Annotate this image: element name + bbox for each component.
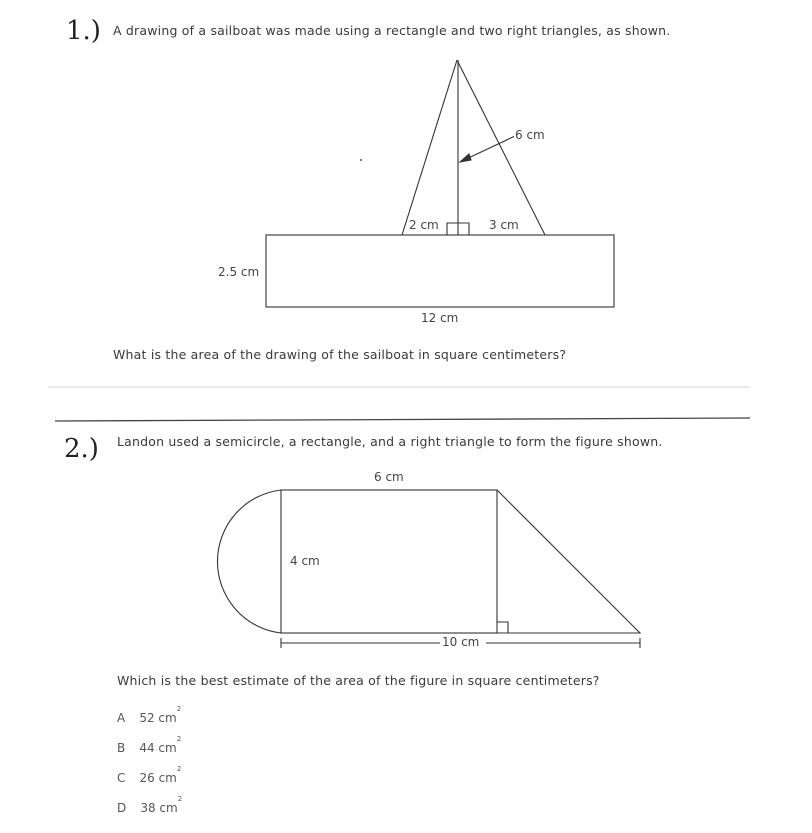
option-letter: C	[117, 771, 126, 785]
composite-figure	[217, 490, 640, 648]
option-value: 38 $cm^2$	[140, 795, 183, 815]
label-rect-height: 2.5 cm	[218, 265, 260, 279]
semicircle	[217, 490, 281, 633]
question2-number: 2.)	[64, 434, 99, 464]
option-letter: D	[117, 801, 127, 815]
right-angle-mark-left	[447, 223, 458, 235]
question2-prompt: Landon used a semicircle, a rectangle, and a right triangle to form the figure shown.	[117, 434, 663, 449]
question1-prompt: A drawing of a sailboat was made using a rectangle and two right triangles, as shown.	[113, 23, 671, 38]
stray-dot	[360, 159, 362, 161]
option-letter: A	[117, 711, 126, 725]
label-slant: 6 cm	[515, 128, 545, 142]
sailboat-figure	[266, 60, 614, 307]
label-top: 6 cm	[374, 470, 404, 484]
option-c[interactable]	[117, 767, 181, 786]
question2-question: Which is the best estimate of the area of the figure in square centimeters?	[117, 673, 600, 688]
option-value: 44 $cm^2$	[139, 735, 182, 755]
right-angle-mark-right	[458, 223, 469, 235]
slant-arrowhead	[460, 154, 471, 162]
label-height: 4 cm	[290, 554, 320, 568]
option-value: 26 $cm^2$	[139, 765, 182, 785]
question1-question: What is the area of the drawing of the sailboat in square centimeters?	[113, 347, 567, 362]
label-rect-width: 12 cm	[421, 311, 459, 325]
option-d[interactable]	[117, 797, 182, 816]
option-b[interactable]	[117, 737, 181, 756]
option-a[interactable]	[117, 707, 181, 726]
right-angle-mark	[497, 622, 508, 633]
label-right-base: 3 cm	[489, 218, 519, 232]
dark-divider	[55, 418, 750, 421]
question1-number: 1.)	[66, 16, 101, 46]
right-triangle	[497, 490, 640, 633]
hull-rectangle	[266, 235, 614, 307]
option-value: 52 $cm^2$	[139, 705, 182, 725]
option-letter: B	[117, 741, 126, 755]
label-left-base: 2 cm	[409, 218, 439, 232]
sail-right-edge	[457, 60, 545, 235]
sail-left-edge	[402, 60, 457, 235]
label-bottom: 10 cm	[442, 635, 480, 649]
